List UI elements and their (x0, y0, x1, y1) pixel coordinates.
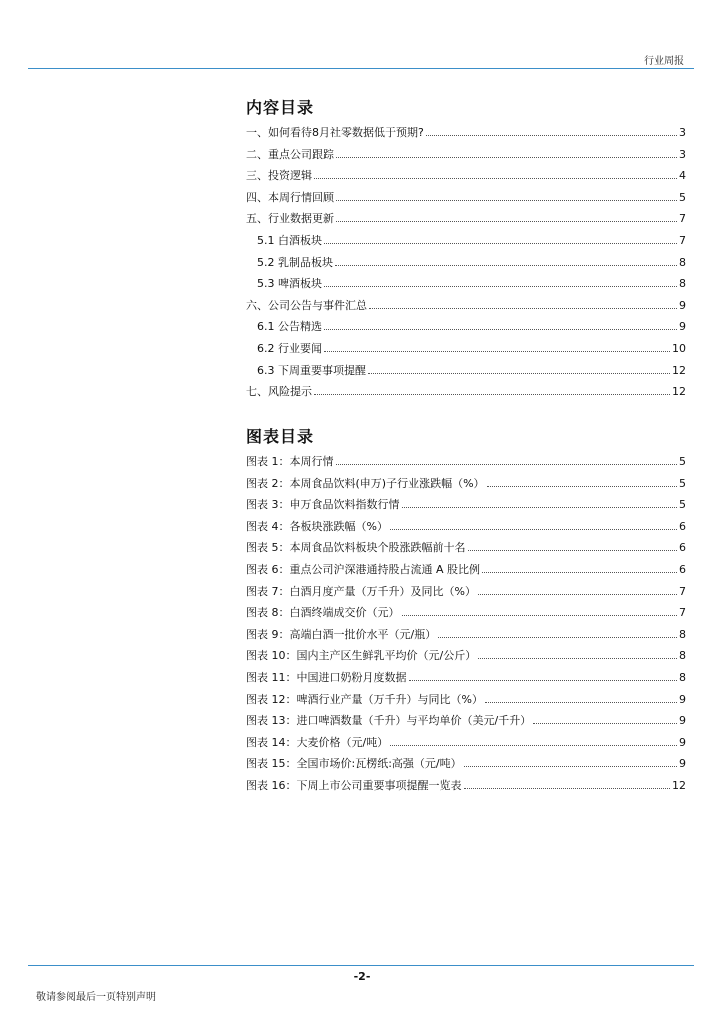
dot-leader (409, 679, 678, 681)
header-divider (28, 68, 694, 69)
dot-leader (485, 701, 677, 703)
figure-entry-label: 图表 1：本周行情 (246, 455, 334, 468)
figure-entry[interactable] (246, 777, 686, 793)
figure-entry-label: 图表 7：白酒月度产量（万千升）及同比（%） (246, 584, 476, 598)
toc-entry-page: 9 (679, 320, 686, 334)
dot-leader (336, 463, 678, 465)
toc-entry[interactable] (257, 318, 686, 334)
dot-leader (468, 549, 678, 551)
report-type-label: 行业周报 (644, 56, 684, 67)
toc-entry-label: 二、重点公司跟踪 (246, 147, 334, 161)
toc-entry[interactable] (246, 383, 686, 399)
toc-entry[interactable] (246, 189, 686, 205)
toc-entry-page: 5 (679, 190, 686, 204)
toc-entry-label: 5.1 白酒板块 (257, 234, 322, 247)
footer-divider (28, 965, 694, 966)
figure-entry[interactable] (246, 453, 686, 469)
dot-leader (336, 199, 677, 201)
toc-entry[interactable] (257, 340, 686, 356)
figure-entry[interactable] (246, 561, 686, 577)
toc-entry-label: 5.2 乳制品板块 (257, 255, 333, 269)
figure-entry-page: 6 (679, 519, 686, 533)
toc-entry-page: 4 (679, 169, 686, 183)
figure-entry[interactable] (246, 647, 686, 663)
figure-entry-page: 7 (679, 584, 686, 598)
dot-leader (487, 485, 677, 487)
dot-leader (478, 657, 677, 659)
figure-entry[interactable] (246, 518, 686, 534)
toc-entry-label: 6.1 公告精选 (257, 320, 322, 334)
figure-entry-page: 8 (679, 627, 686, 641)
toc-entry-page: 8 (679, 255, 686, 269)
toc-entry-label: 六、公司公告与事件汇总 (246, 298, 367, 312)
toc-entry-page: 10 (672, 342, 686, 355)
toc-entry-page: 7 (679, 212, 686, 226)
figure-entry-page: 7 (679, 606, 686, 620)
dot-leader (369, 307, 677, 309)
dot-leader (426, 134, 677, 136)
toc-entry[interactable] (257, 362, 686, 378)
toc-entry-page: 12 (672, 385, 686, 399)
figure-entry-page: 8 (679, 649, 686, 663)
toc-entry-label: 三、投资逻辑 (246, 169, 312, 183)
figure-entry-label: 图表 6：重点公司沪深港通持股占流通 A 股比例 (246, 563, 481, 576)
figure-entry[interactable] (246, 475, 686, 491)
dot-leader (314, 393, 670, 395)
dot-leader (478, 593, 677, 595)
figure-entry-page: 9 (679, 714, 686, 728)
dot-leader (324, 328, 677, 330)
figure-entry-label: 图表 2：本周食品饮料(申万)子行业涨跌幅（%） (246, 476, 485, 490)
dot-leader (324, 350, 670, 352)
figure-entry[interactable] (246, 755, 686, 771)
toc-entry[interactable] (257, 254, 686, 270)
dot-leader (336, 220, 677, 222)
figure-entry-page: 9 (679, 692, 686, 706)
disclaimer-note: 敬请参阅最后一页特别声明 (36, 992, 156, 1003)
toc-entry[interactable] (246, 167, 686, 183)
dot-leader (335, 264, 677, 266)
toc-entry[interactable] (246, 124, 686, 140)
figure-entry[interactable] (246, 734, 686, 750)
figure-entry-page: 9 (679, 735, 686, 749)
figure-entry-label: 图表 14：大麦价格（元/吨） (246, 735, 389, 749)
toc-entry[interactable] (246, 146, 686, 162)
toc-entry-page: 3 (679, 147, 686, 161)
figure-entry-page: 5 (679, 476, 686, 490)
dot-leader (390, 744, 677, 746)
figure-entry[interactable] (246, 712, 686, 728)
figure-entry-label: 图表 13：进口啤酒数量（千升）与平均单价（美元/千升） (246, 714, 532, 728)
toc-entry-label: 6.2 行业要闻 (257, 342, 322, 355)
dot-leader (438, 636, 677, 638)
dot-leader (482, 571, 677, 573)
figure-entry-page: 8 (679, 671, 686, 684)
dot-leader (390, 528, 677, 530)
page-number: -2- (353, 970, 371, 983)
figure-entry-label: 图表 5：本周食品饮料板块个股涨跌幅前十名 (246, 541, 466, 555)
dot-leader (368, 372, 670, 374)
figure-list-title: 图表目录 (246, 427, 315, 446)
toc-title: 内容目录 (246, 98, 315, 117)
dot-leader (324, 242, 677, 244)
toc-entry[interactable] (257, 275, 686, 291)
dot-leader (336, 156, 677, 158)
figure-entry-label: 图表 16：下周上市公司重要事项提醒一览表 (246, 779, 462, 792)
figure-entry-page: 9 (679, 757, 686, 771)
figure-entry-label: 图表 9：高端白酒一批价水平（元/瓶） (246, 627, 437, 641)
figure-entry-page: 12 (672, 779, 686, 792)
toc-entry-label: 四、本周行情回顾 (246, 190, 334, 204)
figure-entry-label: 图表 15：全国市场价:瓦楞纸:高强（元/吨） (246, 757, 462, 771)
figure-entry-label: 图表 8：白酒终端成交价（元） (246, 606, 400, 620)
toc-entry-page: 12 (672, 363, 686, 377)
toc-entry-page: 3 (679, 126, 686, 139)
toc-entry-label: 七、风险提示 (246, 385, 312, 399)
toc-entry-page: 7 (679, 234, 686, 247)
figure-entry-label: 图表 10：国内主产区生鲜乳平均价（元/公斤） (246, 649, 477, 663)
dot-leader (402, 506, 678, 508)
figure-entry-page: 5 (679, 455, 686, 468)
figure-entry[interactable] (246, 496, 686, 512)
figure-entry-page: 6 (679, 563, 686, 576)
toc-entry[interactable] (246, 210, 686, 226)
figure-entry[interactable] (246, 691, 686, 707)
toc-entry-label: 6.3 下周重要事项提醒 (257, 363, 366, 377)
figure-entry-label: 图表 12：啤酒行业产量（万千升）与同比（%） (246, 692, 483, 706)
dot-leader (314, 177, 677, 179)
toc-entry-label: 5.3 啤酒板块 (257, 277, 322, 291)
figure-entry-page: 6 (679, 541, 686, 555)
toc-entry-page: 9 (679, 298, 686, 312)
figure-entry-label: 图表 3：申万食品饮料指数行情 (246, 498, 400, 512)
figure-entry-label: 图表 11：中国进口奶粉月度数据 (246, 671, 407, 684)
dot-leader (464, 765, 677, 767)
dot-leader (402, 614, 678, 616)
figure-entry[interactable] (246, 583, 686, 599)
toc-entry-page: 8 (679, 277, 686, 291)
figure-entry[interactable] (246, 539, 686, 555)
figure-entry-page: 5 (679, 498, 686, 512)
toc-entry[interactable] (257, 232, 686, 248)
figure-entry[interactable] (246, 626, 686, 642)
figure-entry-label: 图表 4：各板块涨跌幅（%） (246, 519, 388, 533)
dot-leader (324, 285, 677, 287)
toc-entry[interactable] (246, 297, 686, 313)
figure-entry[interactable] (246, 604, 686, 620)
dot-leader (533, 722, 677, 724)
dot-leader (464, 787, 671, 789)
toc-entry-label: 五、行业数据更新 (246, 212, 334, 226)
toc-entry-label: 一、如何看待8月社零数据低于预期? (246, 126, 424, 139)
figure-entry[interactable] (246, 669, 686, 685)
